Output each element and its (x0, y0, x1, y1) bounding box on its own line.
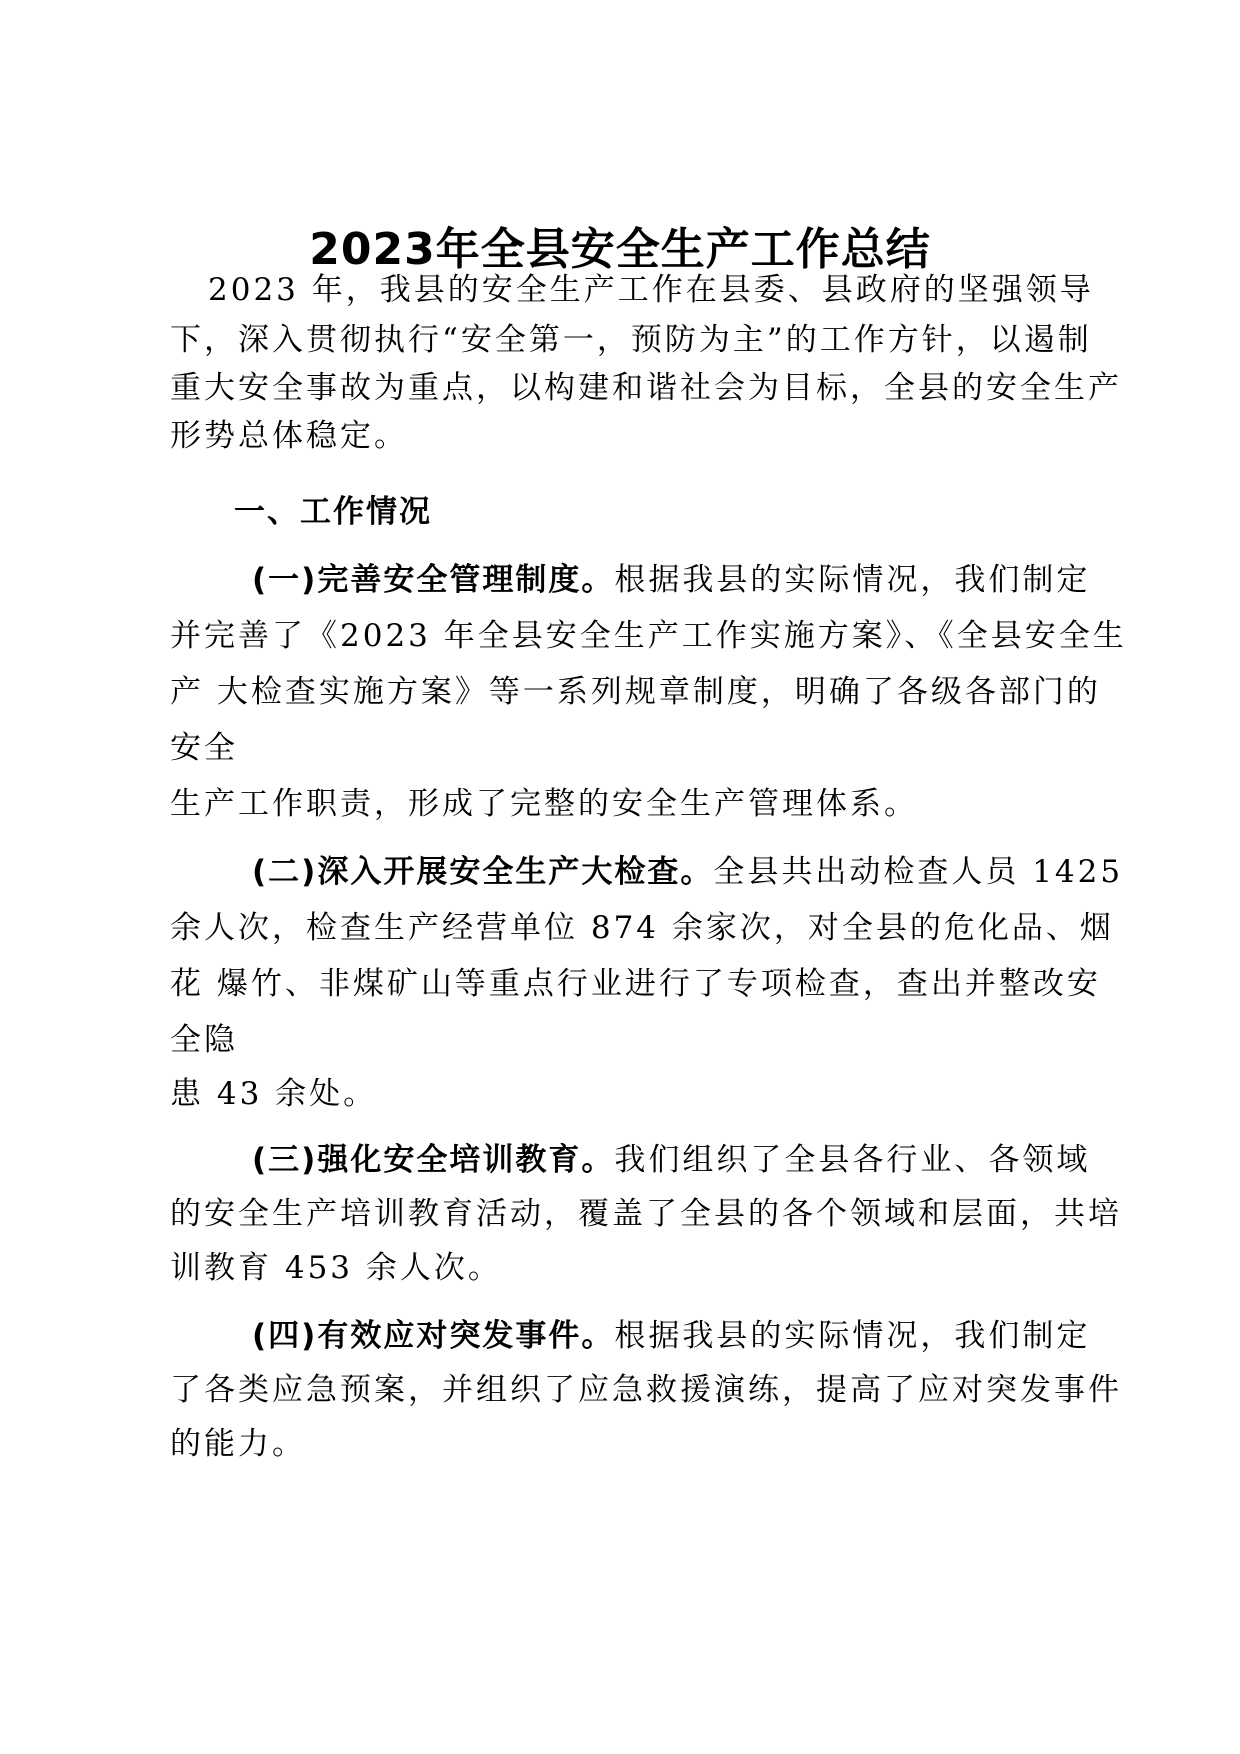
document-title: 2023年全县安全生产工作总结 (309, 224, 931, 275)
item-1-line-3: 产 大检查实施方案》等一系列规章制度，明确了各级各部门的 (170, 674, 1101, 710)
item-2-first-text: 全县共出动检查人员 1425 (713, 854, 1124, 890)
item-4-line-3: 的能力。 (170, 1426, 306, 1462)
item-2-line-4: 全隐 (170, 1022, 238, 1058)
item-4-lead: (四)有效应对突发事件。 (252, 1318, 615, 1354)
item-4-first-text: 根据我县的实际情况，我们制定 (614, 1318, 1091, 1354)
item-3-first-text: 我们组织了全县各行业、各领域 (614, 1142, 1091, 1178)
item-4-line-2: 了各类应急预案，并组织了应急救援演练，提高了应对突发事件 (170, 1372, 1122, 1408)
intro-line-1: 2023 年，我县的安全生产工作在县委、县政府的坚强领导 (208, 272, 1094, 308)
section-heading: 一、工作情况 (234, 494, 432, 530)
item-1-line-4: 安全 (170, 730, 238, 766)
item-1-lead: (一)完善安全管理制度。 (252, 562, 615, 598)
item-2-line-5: 患 43 余处。 (170, 1076, 378, 1112)
intro-line-3: 重大安全事故为重点，以构建和谐社会为目标，全县的安全生产 (170, 370, 1122, 406)
item-3-line-3: 训教育 453 余人次。 (170, 1250, 502, 1286)
item-1-first-line (252, 560, 1091, 600)
intro-line-2: 下，深入贯彻执行“安全第一，预防为主”的工作方针，以遏制 (170, 322, 1092, 358)
item-2-first-line (252, 852, 1124, 892)
item-3-lead: (三)强化安全培训教育。 (252, 1142, 615, 1178)
item-1-line-2: 并完善了《2023 年全县安全生产工作实施方案》、《全县安全生 (170, 618, 1127, 654)
item-2-lead: (二)深入开展安全生产大检查。 (252, 854, 714, 890)
item-4-first-line (252, 1316, 1091, 1356)
item-3-first-line (252, 1140, 1091, 1180)
item-3-line-2: 的安全生产培训教育活动，覆盖了全县的各个领域和层面，共培 (170, 1196, 1122, 1232)
item-2-line-3: 花 爆竹、非煤矿山等重点行业进行了专项检查，查出并整改安 (170, 966, 1101, 1002)
item-2-line-2: 余人次，检查生产经营单位 874 余家次，对全县的危化品、烟 (170, 910, 1114, 946)
item-1-line-5: 生产工作职责，形成了完整的安全生产管理体系。 (170, 786, 918, 822)
item-1-first-text: 根据我县的实际情况，我们制定 (614, 562, 1091, 598)
intro-line-4: 形势总体稳定。 (170, 418, 408, 454)
